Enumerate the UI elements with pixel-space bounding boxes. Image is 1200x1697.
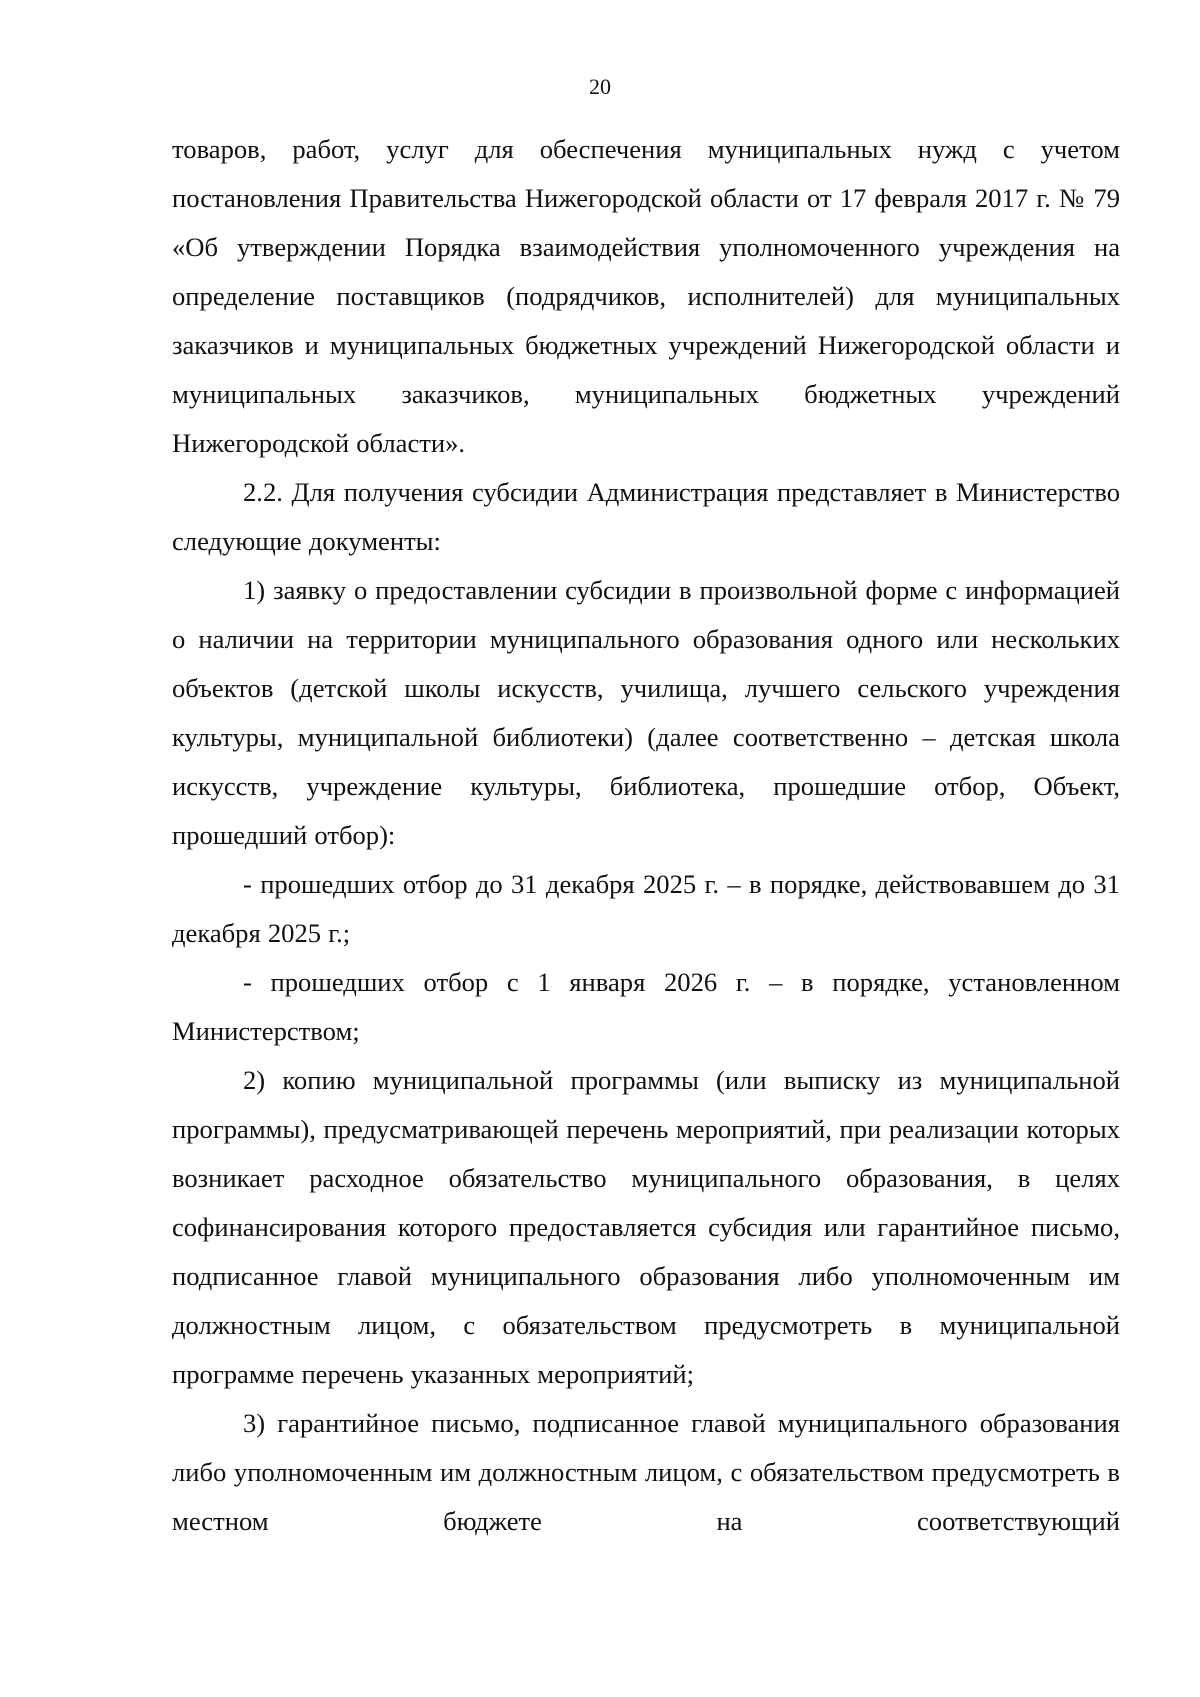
paragraph-item-1-dash-a: - прошедших отбор до 31 декабря 2025 г. – в порядке, действовавшем до 31 декабря 2025 г.;	[172, 869, 1120, 948]
paragraph-item-2: 2) копию муниципальной программы (или выписку из муниципальной программы), предусматривающей перечень мероприятий, при реализации которых возникает расходное обязательство муниципального образования, в целях софинансирования которого предоставляется субсидия или гарантийное письмо, подписанное главой муниципального образования либо уполномоченным им должностным лицом, с обязательством предусмотреть в муниципальной программе перечень указанных мероприятий;	[172, 1065, 1120, 1389]
paragraph-item-1-dash-b: - прошедших отбор с 1 января 2026 г. – в порядке, установленном Министерством;	[172, 967, 1120, 1046]
paragraph-item-1: 1) заявку о предоставлении субсидии в произвольной форме с информацией о наличии на территории муниципального образования одного или нескольких объектов (детской школы искусств, училища, лучшего сельского учреждения культуры, муниципальной библиотеки) (далее соответственно – детская школа искусств, учреждение культуры, библиотека, прошедшие отбор, Объект, прошедший отбор):	[172, 575, 1120, 850]
paragraph-continuation: товаров, работ, услуг для обеспечения муниципальных нужд с учетом постановления Правительства Нижегородской области от 17 февраля 2017 г. № 79 «Об утверждении Порядка взаимодействия уполномоченного учреждения на определение поставщиков (подрядчиков, исполнителей) для муниципальных заказчиков и муниципальных бюджетных учреждений Нижегородской области и муниципальных заказчиков, муниципальных бюджетных учреждений Нижегородской области».	[172, 134, 1120, 458]
page-number: 20	[589, 74, 611, 99]
paragraph-item-3: 3) гарантийное письмо, подписанное главой муниципального образования либо уполномоченным им должностным лицом, с обязательством предусмотреть в местном бюджете на соответствующий	[172, 1408, 1120, 1536]
document-body	[172, 125, 1120, 1546]
paragraph-clause-2-2: 2.2. Для получения субсидии Администрация представляет в Министерство следующие документы:	[172, 477, 1120, 556]
